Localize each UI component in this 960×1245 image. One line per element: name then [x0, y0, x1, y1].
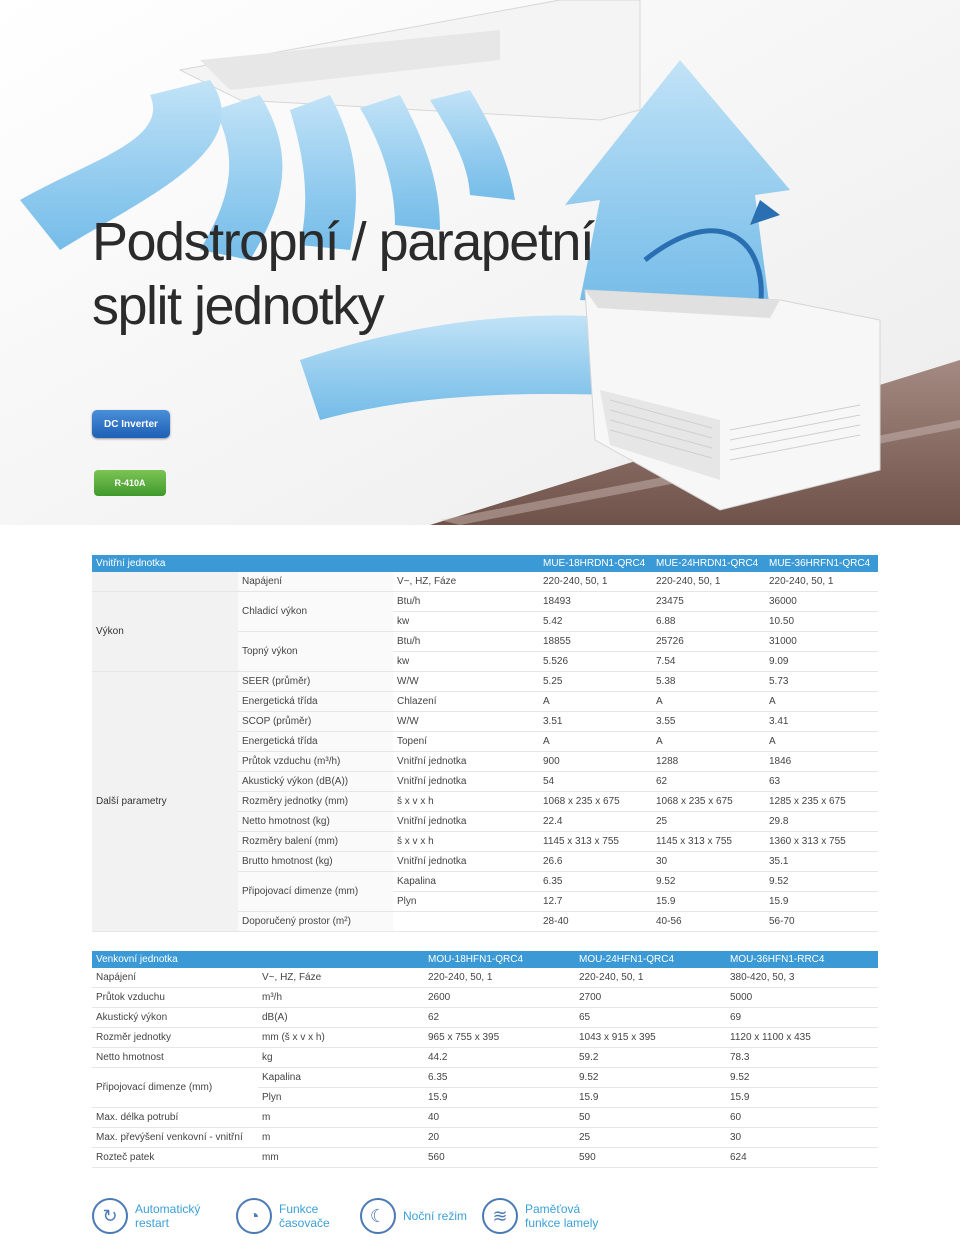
- row-label: Připojovací dimenze (mm): [92, 1068, 258, 1108]
- cell-value: 5.73: [765, 672, 878, 692]
- cell-value: A: [539, 692, 652, 712]
- table-row: [92, 1068, 878, 1088]
- timer-icon: ◔: [236, 1198, 272, 1234]
- table-row: [92, 1008, 878, 1028]
- row-label: Průtok vzduchu: [92, 988, 258, 1008]
- cell-value: 1360 x 313 x 755: [765, 832, 878, 852]
- row-label: Rozteč patek: [92, 1148, 258, 1168]
- cell-value: 220-240, 50, 1: [652, 572, 765, 592]
- cell-value: 28-40: [539, 912, 652, 932]
- cell-value: 1288: [652, 752, 765, 772]
- cell-value: 6.88: [652, 612, 765, 632]
- cell-value: A: [765, 732, 878, 752]
- cell-value: A: [652, 732, 765, 752]
- row-unit: Chlazení: [393, 692, 539, 712]
- cell-value: 25: [575, 1128, 726, 1148]
- cell-value: 12.7: [539, 892, 652, 912]
- inverter-badge: DC Inverter: [92, 410, 170, 438]
- row-label: Energetická třída: [238, 692, 393, 712]
- row-unit: š x v x h: [393, 832, 539, 852]
- cell-value: 1285 x 235 x 675: [765, 792, 878, 812]
- cell-value: 6.35: [539, 872, 652, 892]
- table-row: [92, 1128, 878, 1148]
- row-unit: m: [258, 1108, 424, 1128]
- cell-value: 590: [575, 1148, 726, 1168]
- feature-label: Paměťová funkce lamely: [525, 1202, 599, 1230]
- outdoor-unit-table: [92, 951, 878, 1168]
- row-unit: m³/h: [258, 988, 424, 1008]
- cell-value: 36000: [765, 592, 878, 612]
- cell-value: 3.41: [765, 712, 878, 732]
- row-label: Chladicí výkon: [238, 592, 393, 632]
- row-label: Průtok vzduchu (m³/h): [238, 752, 393, 772]
- page-title: [92, 210, 593, 338]
- row-unit: kw: [393, 652, 539, 672]
- row-label: Akustický výkon: [92, 1008, 258, 1028]
- table-row: [92, 672, 878, 692]
- cell-value: 18855: [539, 632, 652, 652]
- row-unit: Kapalina: [258, 1068, 424, 1088]
- cell-value: 50: [575, 1108, 726, 1128]
- cell-value: 900: [539, 752, 652, 772]
- cell-value: 5.42: [539, 612, 652, 632]
- row-unit: V~, HZ, Fáze: [393, 572, 539, 592]
- cell-value: 9.09: [765, 652, 878, 672]
- cell-value: 1068 x 235 x 675: [539, 792, 652, 812]
- table-row: [92, 1048, 878, 1068]
- indoor-model-3: MUE-36HRFN1-QRC4: [765, 555, 878, 572]
- row-unit: Plyn: [393, 892, 539, 912]
- cell-value: 9.52: [575, 1068, 726, 1088]
- cell-value: 1043 x 915 x 395: [575, 1028, 726, 1048]
- row-unit: Vnitřní jednotka: [393, 812, 539, 832]
- refrigerant-badge: R-410A: [94, 470, 166, 496]
- cell-value: 1145 x 313 x 755: [652, 832, 765, 852]
- table-row: [92, 572, 878, 592]
- cell-value: 5.526: [539, 652, 652, 672]
- row-unit: Kapalina: [393, 872, 539, 892]
- indoor-header-label: Vnitřní jednotka: [92, 555, 539, 572]
- row-unit: Btu/h: [393, 592, 539, 612]
- cell-value: 2700: [575, 988, 726, 1008]
- outdoor-header-row: [92, 951, 878, 968]
- cell-value: 1120 x 1100 x 435: [726, 1028, 878, 1048]
- cell-value: 23475: [652, 592, 765, 612]
- cell-value: 9.52: [652, 872, 765, 892]
- row-unit: kw: [393, 612, 539, 632]
- title-line-1: Podstropní / parapetní: [92, 212, 594, 272]
- row-label: Topný výkon: [238, 632, 393, 672]
- cell-value: 40-56: [652, 912, 765, 932]
- table-row: [92, 1148, 878, 1168]
- cell-value: 5.38: [652, 672, 765, 692]
- row-label: Doporučený prostor (m²): [238, 912, 393, 932]
- night-mode-icon: ☾: [360, 1198, 396, 1234]
- row-label: Netto hmotnost (kg): [238, 812, 393, 832]
- cell-value: 380-420, 50, 3: [726, 968, 878, 988]
- group-label-vykon: Výkon: [92, 592, 238, 672]
- cell-value: 220-240, 50, 1: [539, 572, 652, 592]
- feature-timer: [236, 1198, 369, 1234]
- cell-value: 59.2: [575, 1048, 726, 1068]
- table-row: [92, 592, 878, 612]
- cell-value: 54: [539, 772, 652, 792]
- restart-icon: ↻: [92, 1198, 128, 1234]
- outdoor-model-2: MOU-24HFN1-QRC4: [575, 951, 726, 968]
- indoor-body: [92, 572, 878, 932]
- cell-value: 220-240, 50, 1: [575, 968, 726, 988]
- row-unit: W/W: [393, 712, 539, 732]
- row-label: Rozměry jednotky (mm): [238, 792, 393, 812]
- cell-value: 220-240, 50, 1: [765, 572, 878, 592]
- row-label: Připojovací dimenze (mm): [238, 872, 393, 912]
- cell-value: 15.9: [726, 1088, 878, 1108]
- row-label: Netto hmotnost: [92, 1048, 258, 1068]
- cell-value: 1145 x 313 x 755: [539, 832, 652, 852]
- row-label: Max. převýšení venkovní - vnitřní: [92, 1128, 258, 1148]
- cell-value: 60: [726, 1108, 878, 1128]
- cell-value: 15.9: [575, 1088, 726, 1108]
- indoor-unit-table: [92, 555, 878, 932]
- row-label: SCOP (průměr): [238, 712, 393, 732]
- feature-auto-restart: [92, 1198, 225, 1234]
- cell-value: 63: [765, 772, 878, 792]
- cell-value: 15.9: [765, 892, 878, 912]
- row-unit: m: [258, 1128, 424, 1148]
- row-label: Rozměr jednotky: [92, 1028, 258, 1048]
- row-unit: mm (š x v x h): [258, 1028, 424, 1048]
- cell-value: 220-240, 50, 1: [424, 968, 575, 988]
- feature-label: Noční režim: [403, 1209, 468, 1223]
- cell-value: 965 x 755 x 395: [424, 1028, 575, 1048]
- feature-label: Automatický restart: [135, 1202, 201, 1230]
- row-label: Rozměry balení (mm): [238, 832, 393, 852]
- row-unit: š x v x h: [393, 792, 539, 812]
- cell-value: 25: [652, 812, 765, 832]
- row-unit: [393, 912, 539, 932]
- louver-memory-icon: ≋: [482, 1198, 518, 1234]
- cell-value: 22.4: [539, 812, 652, 832]
- indoor-header-row: [92, 555, 878, 572]
- cell-value: 15.9: [424, 1088, 575, 1108]
- cell-value: 560: [424, 1148, 575, 1168]
- row-unit: Btu/h: [393, 632, 539, 652]
- row-label: Max. délka potrubí: [92, 1108, 258, 1128]
- cell-value: 9.52: [765, 872, 878, 892]
- cell-value: 30: [726, 1128, 878, 1148]
- cell-value: 31000: [765, 632, 878, 652]
- feature-night-mode: [360, 1198, 493, 1234]
- cell-value: 26.6: [539, 852, 652, 872]
- table-row: [92, 1108, 878, 1128]
- cell-value: 20: [424, 1128, 575, 1148]
- table-row: [92, 988, 878, 1008]
- cell-value: 25726: [652, 632, 765, 652]
- cell-value: 69: [726, 1008, 878, 1028]
- row-label: Akustický výkon (dB(A)): [238, 772, 393, 792]
- cell-value: 6.35: [424, 1068, 575, 1088]
- cell-value: 56-70: [765, 912, 878, 932]
- cell-value: 30: [652, 852, 765, 872]
- cell-value: 18493: [539, 592, 652, 612]
- row-unit: Vnitřní jednotka: [393, 772, 539, 792]
- cell-value: 62: [652, 772, 765, 792]
- cell-value: 624: [726, 1148, 878, 1168]
- cell-value: 1846: [765, 752, 878, 772]
- table-row: [92, 968, 878, 988]
- outdoor-model-3: MOU-36HFN1-RRC4: [726, 951, 878, 968]
- cell-value: 5.25: [539, 672, 652, 692]
- cell-value: 3.55: [652, 712, 765, 732]
- row-unit: Vnitřní jednotka: [393, 752, 539, 772]
- row-unit: Topení: [393, 732, 539, 752]
- cell-value: 5000: [726, 988, 878, 1008]
- cell-value: 10.50: [765, 612, 878, 632]
- outdoor-body: [92, 968, 878, 1168]
- group-label-dalsi: Další parametry: [92, 672, 238, 932]
- cell-value: 29.8: [765, 812, 878, 832]
- cell-value: 44.2: [424, 1048, 575, 1068]
- group-label-empty: [92, 572, 238, 592]
- cell-value: A: [652, 692, 765, 712]
- outdoor-model-1: MOU-18HFN1-QRC4: [424, 951, 575, 968]
- cell-value: 3.51: [539, 712, 652, 732]
- row-unit: Plyn: [258, 1088, 424, 1108]
- row-label: Napájení: [238, 572, 393, 592]
- outdoor-header-label: Venkovní jednotka: [92, 951, 424, 968]
- row-unit: V~, HZ, Fáze: [258, 968, 424, 988]
- row-label: SEER (průměr): [238, 672, 393, 692]
- cell-value: 62: [424, 1008, 575, 1028]
- row-unit: W/W: [393, 672, 539, 692]
- row-label: Brutto hmotnost (kg): [238, 852, 393, 872]
- row-unit: dB(A): [258, 1008, 424, 1028]
- feature-label: Funkce časovače: [279, 1202, 330, 1230]
- row-unit: kg: [258, 1048, 424, 1068]
- indoor-model-2: MUE-24HRDN1-QRC4: [652, 555, 765, 572]
- cell-value: A: [539, 732, 652, 752]
- row-label: Napájení: [92, 968, 258, 988]
- row-unit: mm: [258, 1148, 424, 1168]
- cell-value: 35.1: [765, 852, 878, 872]
- cell-value: 1068 x 235 x 675: [652, 792, 765, 812]
- cell-value: 15.9: [652, 892, 765, 912]
- row-label: Energetická třída: [238, 732, 393, 752]
- row-unit: Vnitřní jednotka: [393, 852, 539, 872]
- cell-value: 78.3: [726, 1048, 878, 1068]
- cell-value: 65: [575, 1008, 726, 1028]
- indoor-model-1: MUE-18HRDN1-QRC4: [539, 555, 652, 572]
- feature-louver-memory: [482, 1198, 615, 1234]
- cell-value: 9.52: [726, 1068, 878, 1088]
- cell-value: 40: [424, 1108, 575, 1128]
- table-row: [92, 1028, 878, 1048]
- cell-value: A: [765, 692, 878, 712]
- cell-value: 2600: [424, 988, 575, 1008]
- cell-value: 7.54: [652, 652, 765, 672]
- title-line-2: split jednotky: [92, 276, 384, 336]
